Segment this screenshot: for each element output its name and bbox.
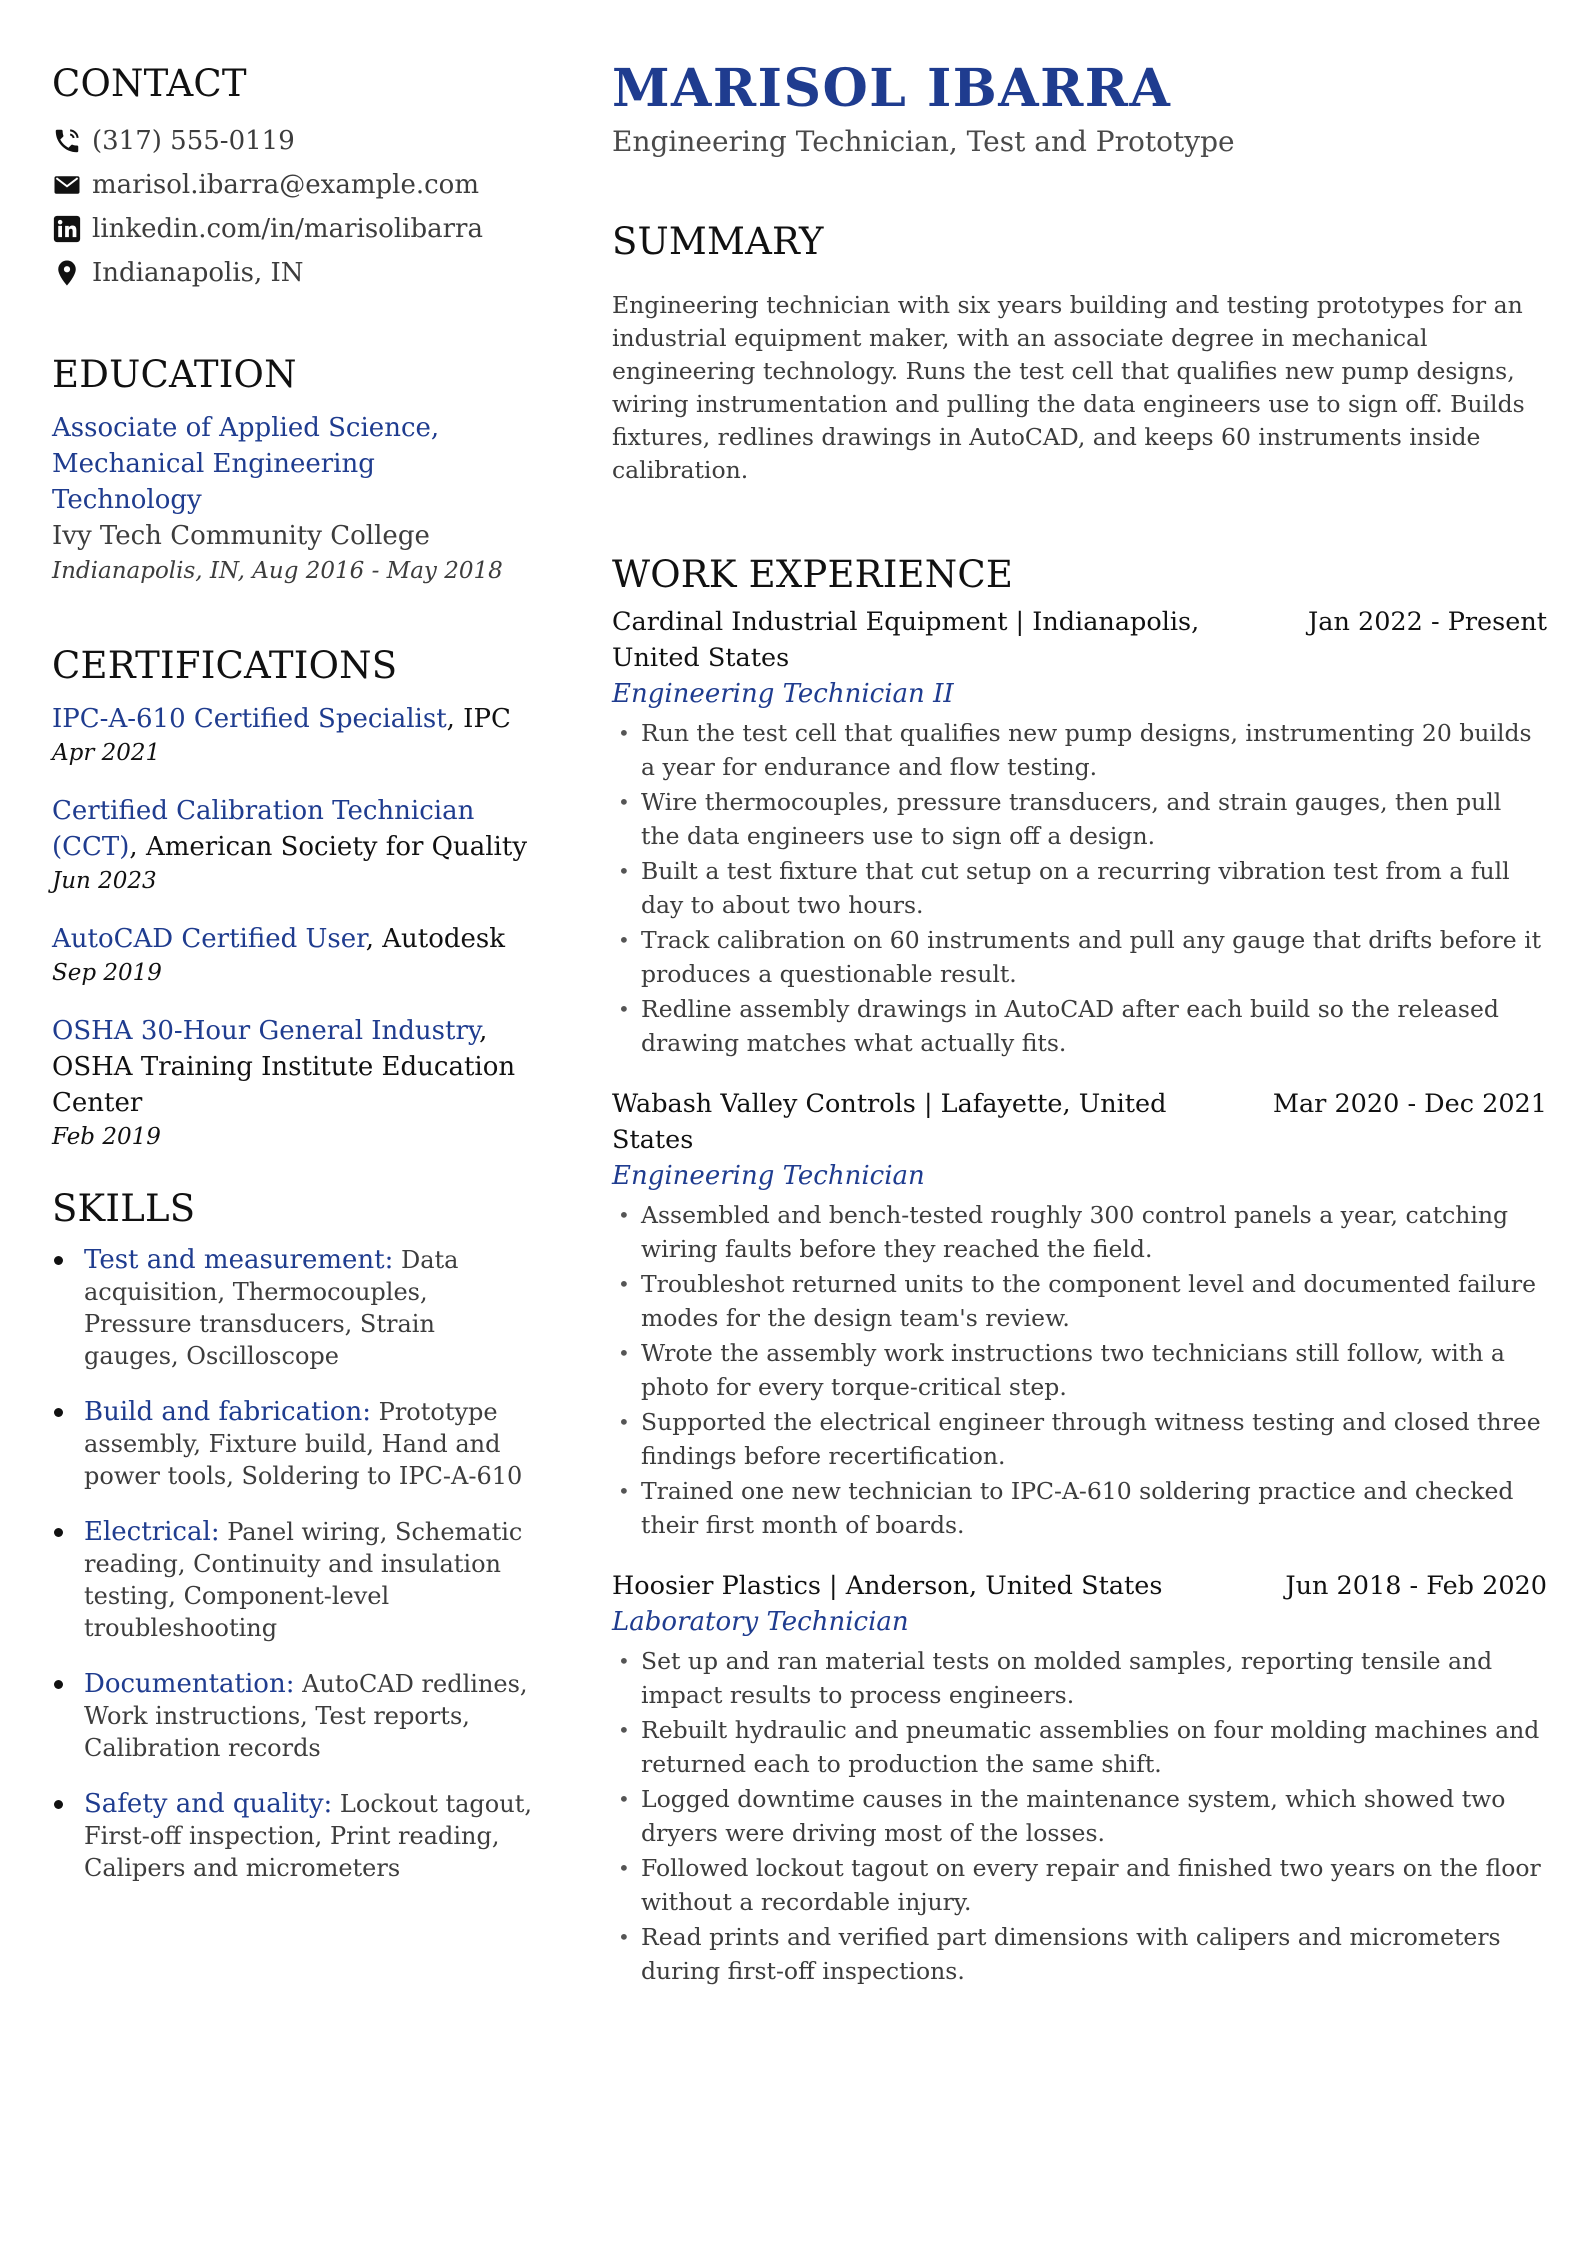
skill-item [52, 1396, 532, 1492]
skill-category: Documentation: [84, 1669, 295, 1699]
contact-section [52, 62, 532, 295]
skill-item [52, 1668, 532, 1764]
skills-section [52, 1187, 532, 1884]
summary-text: Engineering technician with six years building and testing prototypes for an industrial equipment maker, with an associate degree in mechanical engineering technology. Runs the test cell that qualifies new pump designs, wiring instrumentation and pulling the data engineers use to sign off. Builds fixtures, redlines drawings in AutoCAD, and keeps 60 instruments inside calibration. [612, 291, 1525, 484]
job-bullet: • Built a test fixture that cut setup on a recurring vibration test from a full day to about two hours. [612, 854, 1547, 922]
phone-text: (317) 555-0119 [92, 126, 295, 156]
job-company: Hoosier Plastics | Anderson, United States [612, 1571, 1163, 1601]
certifications-section [52, 644, 532, 1153]
job-bullet: • Track calibration on 60 instruments and pull any gauge that drifts before it produces a questionable result. [612, 923, 1547, 991]
resume-header [612, 58, 1547, 162]
education-meta: Indianapolis, IN, Aug 2016 - May 2018 [52, 558, 503, 584]
certification-item [52, 921, 532, 989]
job-bullet: • Troubleshot returned units to the component level and documented failure modes for the design team's review. [612, 1267, 1547, 1335]
certification-date: Sep 2019 [52, 960, 162, 986]
certification-date: Apr 2021 [52, 740, 161, 766]
certification-date: Feb 2019 [52, 1124, 161, 1150]
degree-line-2: Mechanical Engineering Technology [52, 449, 375, 515]
job-bullets [612, 1198, 1547, 1542]
job-bullet: • Logged downtime causes in the maintenance system, which showed two dryers were driving most of the losses. [612, 1782, 1547, 1850]
certification-issuer: , OSHA Training Institute Education Center [52, 1016, 516, 1118]
certification-issuer: , IPC [446, 704, 511, 734]
skills-list [52, 1244, 532, 1884]
certification-item [52, 793, 532, 897]
phone-icon [52, 126, 82, 156]
experience-section [612, 553, 1547, 1988]
certification-date: Jun 2023 [52, 868, 157, 894]
contact-phone[interactable] [52, 119, 532, 163]
job-company: Wabash Valley Controls | Lafayette, United States [612, 1089, 1167, 1155]
job-entry [612, 1568, 1547, 1988]
skill-item [52, 1244, 532, 1372]
skill-values: Data acquisition, Thermocouples, Pressure transducers, Strain gauges, Oscilloscope [84, 1246, 459, 1370]
job-bullet: • Wrote the assembly work instructions two technicians still follow, with a photo for every torque-critical step. [612, 1336, 1547, 1404]
job-bullets [612, 716, 1547, 1060]
contact-email[interactable] [52, 163, 532, 207]
contact-location [52, 251, 532, 295]
skill-values: Lockout tagout, First-off inspection, Print reading, Calipers and micrometers [84, 1790, 532, 1882]
education-section [52, 353, 532, 588]
skill-values: Panel wiring, Schematic reading, Continuity and insulation testing, Component-level troubleshooting [84, 1518, 523, 1642]
sidebar [52, 62, 532, 1908]
job-bullet: • Run the test cell that qualifies new pump designs, instrumenting 20 builds a year for endurance and flow testing. [612, 716, 1547, 784]
job-bullet: • Followed lockout tagout on every repair and finished two years on the floor without a recordable injury. [612, 1851, 1547, 1919]
job-entry [612, 604, 1547, 1060]
experience-heading: WORK EXPERIENCE [612, 553, 1014, 596]
candidate-name: MARISOL IBARRA [612, 58, 1172, 119]
job-title: Engineering Technician [612, 1161, 925, 1191]
skills-heading: SKILLS [52, 1187, 196, 1230]
certification-name: Certified Calibration Technician (CCT) [52, 796, 475, 862]
certification-name: OSHA 30-Hour General Industry [52, 1016, 480, 1046]
candidate-headline: Engineering Technician, Test and Prototype [612, 125, 1235, 158]
skill-category: Electrical: [84, 1517, 220, 1547]
skill-item [52, 1788, 532, 1884]
education-heading: EDUCATION [52, 353, 297, 396]
certification-name: IPC-A-610 Certified Specialist [52, 704, 447, 734]
job-entry [612, 1086, 1547, 1542]
job-bullet: • Supported the electrical engineer through witness testing and closed three findings before recertification. [612, 1405, 1547, 1473]
mail-icon [52, 170, 82, 200]
job-company: Cardinal Industrial Equipment | Indianapolis, United States [612, 607, 1200, 673]
summary-heading: SUMMARY [612, 220, 824, 263]
skill-category: Build and fabrication: [84, 1397, 372, 1427]
job-bullet: • Trained one new technician to IPC-A-610 soldering practice and checked their first month of boards. [612, 1474, 1547, 1542]
job-title: Laboratory Technician [612, 1607, 909, 1637]
contact-linkedin[interactable] [52, 207, 532, 251]
school-name: Ivy Tech Community College [52, 521, 430, 551]
job-bullet: • Rebuilt hydraulic and pneumatic assemblies on four molding machines and returned each to production the same shift. [612, 1713, 1547, 1781]
certification-issuer: , American Society for Quality [129, 832, 528, 862]
job-bullets [612, 1644, 1547, 1988]
summary-section [612, 220, 1547, 487]
certification-name: AutoCAD Certified User [52, 924, 366, 954]
linkedin-text: linkedin.com/in/marisolibarra [92, 214, 483, 244]
degree-line-1: Associate of Applied Science, [52, 413, 440, 443]
location-text: Indianapolis, IN [92, 258, 304, 288]
location-pin-icon [52, 258, 82, 288]
skill-category: Test and measurement: [84, 1245, 394, 1275]
certification-item [52, 1013, 532, 1153]
certification-item [52, 701, 532, 769]
job-bullet: • Assembled and bench-tested roughly 300 control panels a year, catching wiring faults before they reached the field. [612, 1198, 1547, 1266]
skill-values: AutoCAD redlines, Work instructions, Test reports, Calibration records [84, 1670, 528, 1762]
linkedin-icon [52, 214, 82, 244]
certifications-heading: CERTIFICATIONS [52, 644, 398, 687]
contact-heading: CONTACT [52, 62, 247, 105]
job-dates: Mar 2020 - Dec 2021 [1272, 1089, 1547, 1119]
skill-values: Prototype assembly, Fixture build, Hand and power tools, Soldering to IPC-A-610 [84, 1398, 523, 1490]
job-bullet: • Redline assembly drawings in AutoCAD after each build so the released drawing matches what actually fits. [612, 992, 1547, 1060]
job-bullet: • Wire thermocouples, pressure transducers, and strain gauges, then pull the data engineers use to sign off a design. [612, 785, 1547, 853]
certification-issuer: , Autodesk [365, 924, 506, 954]
job-bullet: • Set up and ran material tests on molded samples, reporting tensile and impact results to process engineers. [612, 1644, 1547, 1712]
job-bullet: • Read prints and verified part dimensions with calipers and micrometers during first-off inspections. [612, 1920, 1547, 1988]
job-title: Engineering Technician II [612, 679, 954, 709]
skill-category: Safety and quality: [84, 1789, 333, 1819]
main-content [612, 58, 1547, 2014]
email-text: marisol.ibarra@example.com [92, 170, 479, 200]
job-dates: Jan 2022 - Present [1308, 607, 1547, 637]
job-dates: Jun 2018 - Feb 2020 [1285, 1571, 1547, 1601]
skill-item [52, 1516, 532, 1644]
